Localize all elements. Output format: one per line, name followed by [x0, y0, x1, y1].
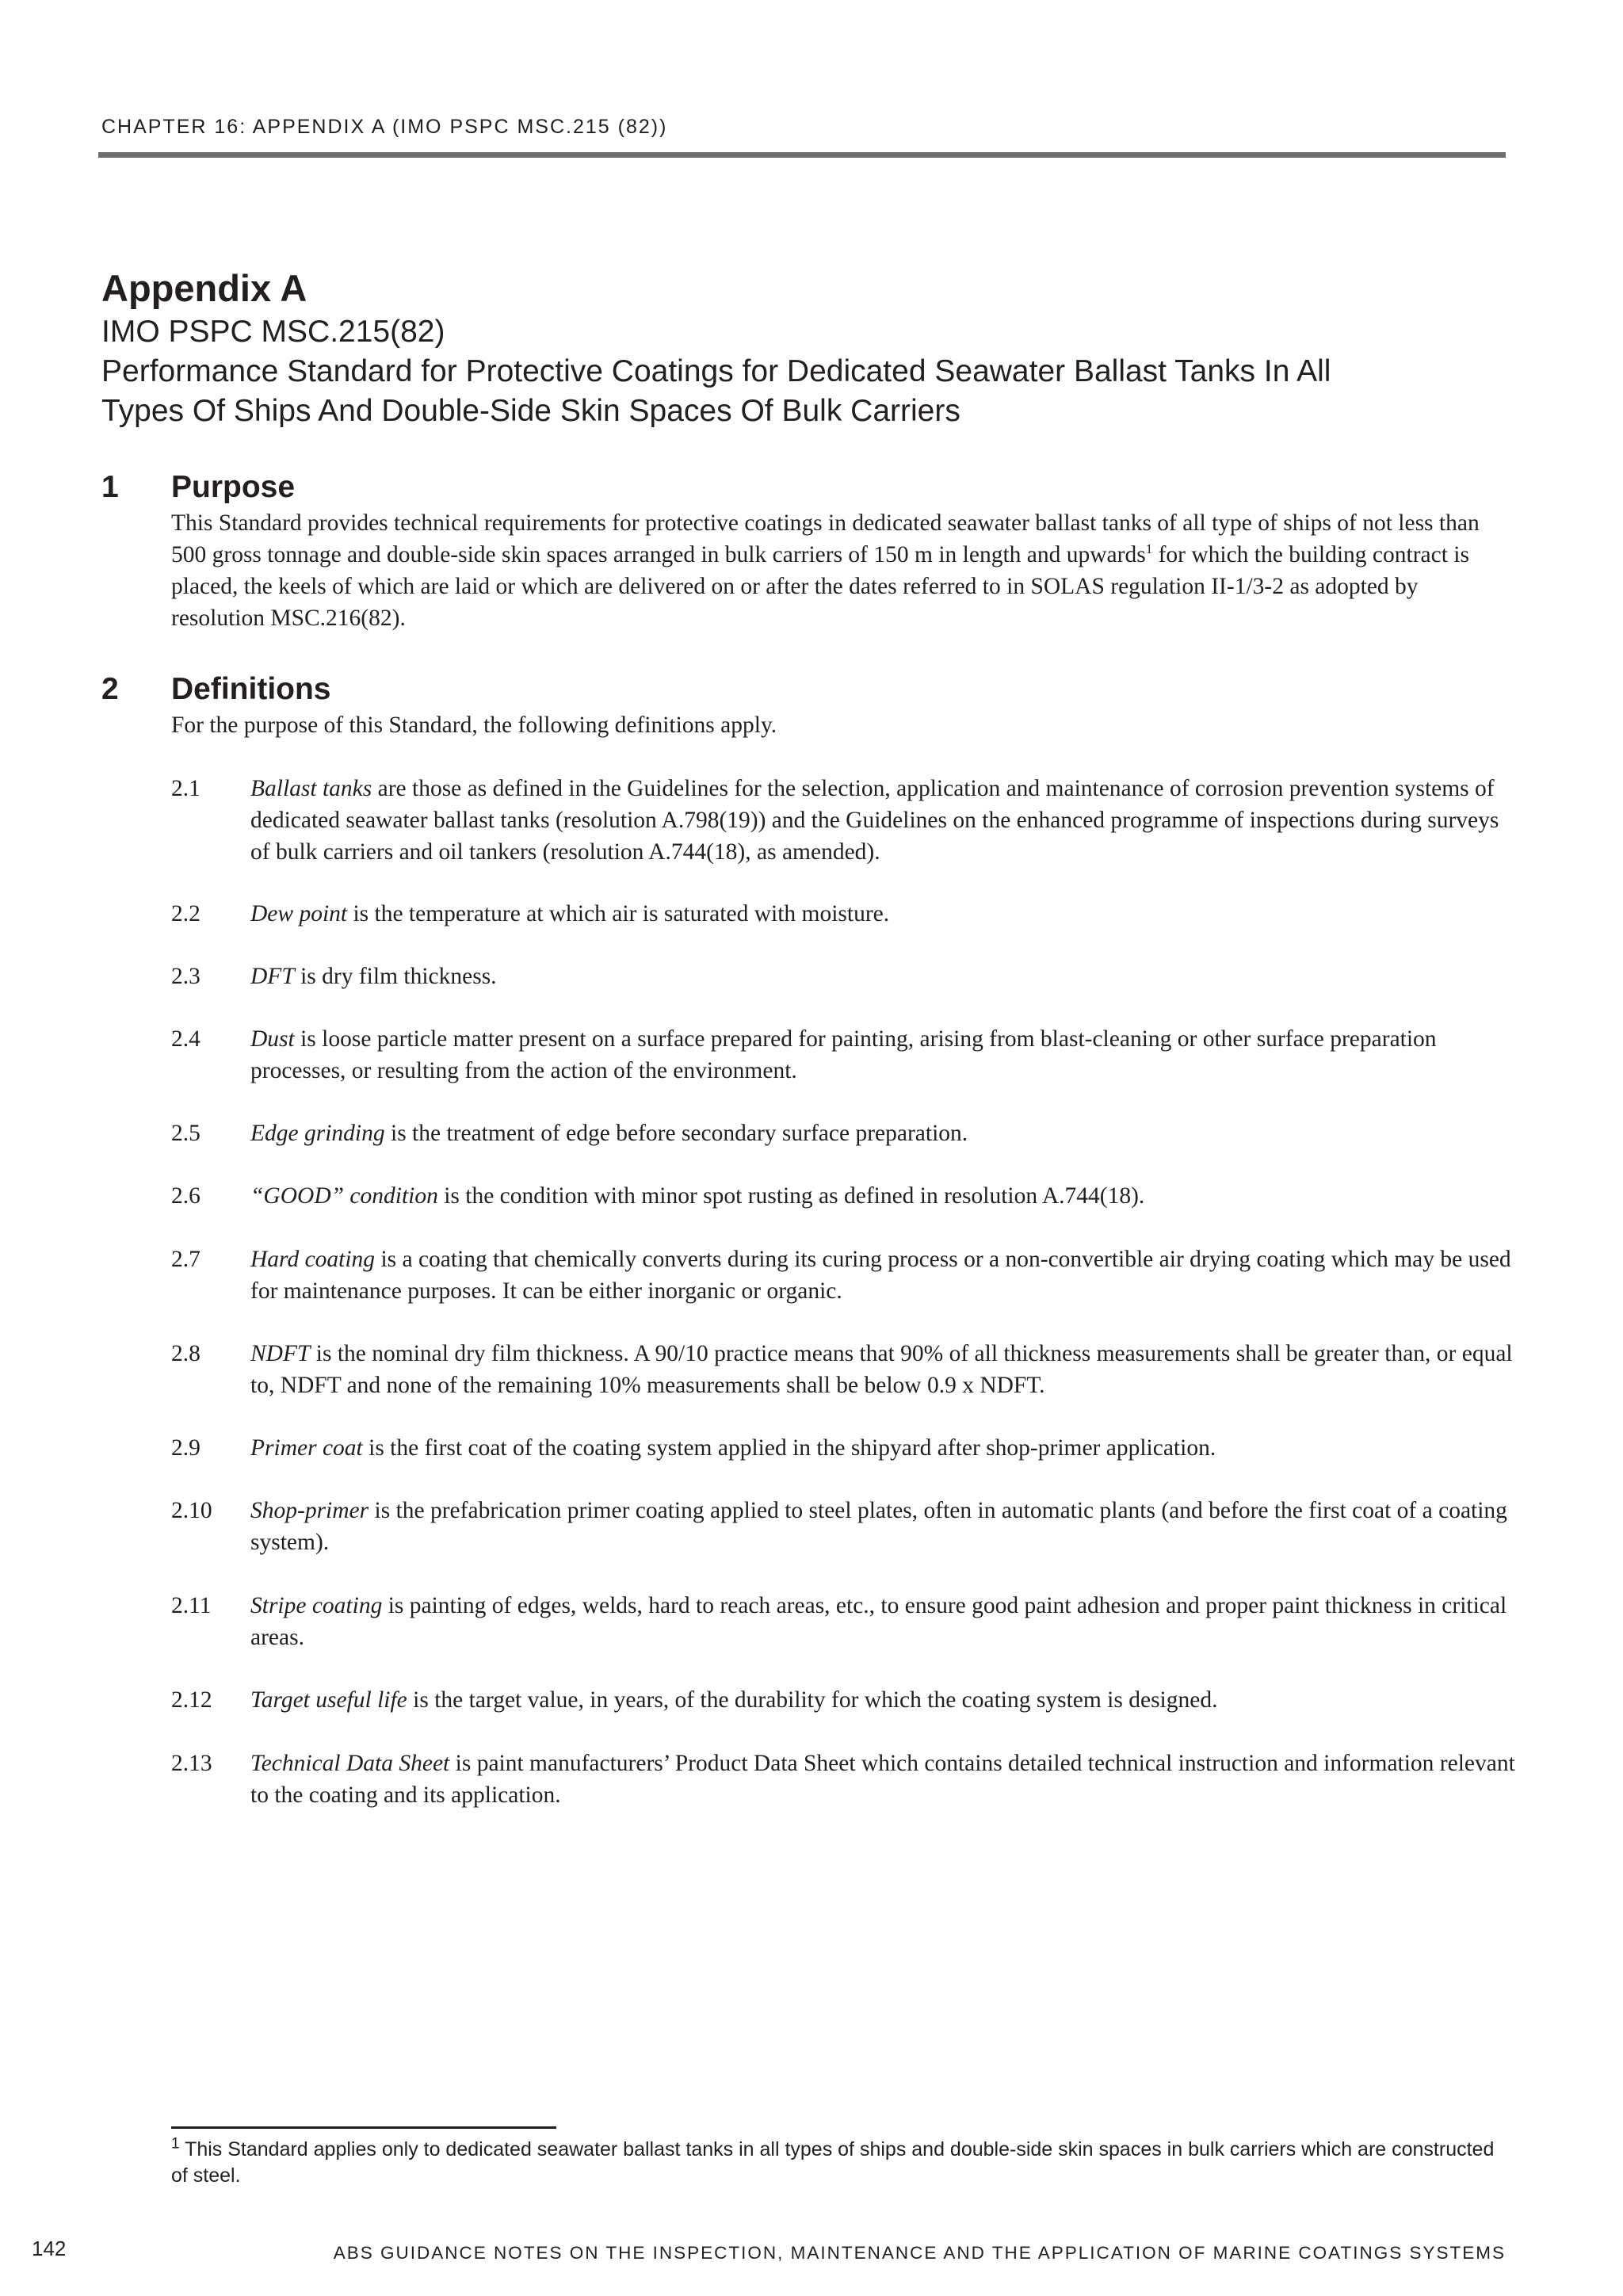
standard-title-line-2: Types Of Ships And Double-Side Skin Spaces Of Bulk Carriers [101, 394, 960, 428]
definition-text [250, 1748, 1518, 1811]
purpose-paragraph [171, 507, 1512, 634]
definition-term: Shop-primer [250, 1498, 369, 1523]
definition-item [171, 1117, 1518, 1149]
definition-number: 2.7 [171, 1247, 200, 1272]
definition-term: Edge grinding [250, 1121, 385, 1146]
definition-item [171, 773, 1518, 868]
definition-term: Technical Data Sheet [250, 1751, 450, 1776]
definition-item [171, 1748, 1518, 1811]
section-purpose [101, 468, 1512, 634]
definitions-intro: For the purpose of this Standard, the following definitions apply. [171, 712, 777, 738]
definition-item [171, 1023, 1518, 1087]
definition-term: Dew point [250, 901, 348, 926]
definition-item [171, 1180, 1518, 1212]
definition-term: DFT [250, 964, 295, 989]
section-number: 1 [101, 470, 119, 504]
definition-text [250, 1338, 1518, 1401]
definition-number: 2.8 [171, 1341, 200, 1366]
definition-item [171, 898, 1518, 930]
definition-body: is dry film thickness. [294, 964, 497, 989]
definition-body: is the prefabrication primer coating applied to steel plates, often in automatic plants (and before the first coat of a coating system). [250, 1498, 1507, 1555]
definition-number: 2.11 [171, 1593, 212, 1618]
definition-item [171, 1590, 1518, 1653]
definition-body: is paint manufacturers’ Product Data Sheet which contains detailed technical instruction and information relevant to the coating and its application. [250, 1751, 1515, 1808]
footnote [171, 2137, 1510, 2189]
standard-code: IMO PSPC MSC.215(82) [101, 315, 445, 349]
definition-body: is the nominal dry film thickness. A 90/10 practice means that 90% of all thickness measurements shall be greater than, or equal to, NDFT and none of the remaining 10% measurements shall be below 0.9 x NDFT. [250, 1341, 1513, 1398]
definition-body: is the temperature at which air is saturated with moisture. [347, 901, 890, 926]
footnote-reference: 1 [1145, 541, 1153, 557]
definition-item [171, 1495, 1518, 1558]
definition-text [250, 1117, 1518, 1149]
definition-body: is the first coat of the coating system applied in the shipyard after shop-primer application. [362, 1435, 1216, 1461]
section-title: Purpose [171, 470, 296, 504]
definition-number: 2.5 [171, 1121, 200, 1146]
definition-term: Stripe coating [250, 1593, 383, 1618]
definition-term: Primer coat [250, 1435, 363, 1461]
definition-text [250, 1180, 1518, 1212]
definition-number: 2.9 [171, 1435, 200, 1461]
definition-body: is the treatment of edge before secondary surface preparation. [384, 1121, 968, 1146]
definition-text [250, 898, 1518, 930]
definition-item [171, 1244, 1518, 1307]
definition-term: NDFT [250, 1341, 311, 1366]
section-title: Definitions [171, 672, 331, 706]
definition-term: Ballast tanks [250, 776, 372, 801]
definition-number: 2.2 [171, 901, 200, 926]
running-footer: ABS GUIDANCE NOTES ON THE INSPECTION, MAINTENANCE AND THE APPLICATION OF MARINE COATINGS SYSTEMS [333, 2243, 1506, 2263]
definition-term: “GOOD” condition [250, 1183, 438, 1209]
definition-number: 2.10 [171, 1498, 212, 1523]
definition-body: is loose particle matter present on a surface prepared for painting, arising from blast-cleaning or other surface preparation processes, or resulting from the action of the environment. [250, 1026, 1437, 1083]
definition-text [250, 1495, 1518, 1558]
standard-title-line-1: Performance Standard for Protective Coatings for Dedicated Seawater Ballast Tanks In All [101, 354, 1331, 388]
definition-number: 2.12 [171, 1687, 212, 1713]
definition-term: Dust [250, 1026, 295, 1052]
header-rule [98, 152, 1506, 158]
section-heading [101, 670, 1512, 709]
definition-body: is a coating that chemically converts during its curing process or a non-convertible air drying coating which may be used for maintenance purposes. It can be either inorganic or organic. [250, 1247, 1511, 1304]
section-definitions [101, 670, 1512, 741]
definition-item [171, 1684, 1518, 1716]
definition-number: 2.6 [171, 1183, 200, 1209]
definition-body: is painting of edges, welds, hard to reach areas, etc., to ensure good paint adhesion and proper paint thickness in critical areas. [250, 1593, 1507, 1650]
section-number: 2 [101, 672, 119, 706]
definition-number: 2.3 [171, 964, 200, 989]
definition-item [171, 1432, 1518, 1464]
definition-item [171, 1338, 1518, 1401]
definition-text [250, 1244, 1518, 1307]
definition-term: Target useful life [250, 1687, 407, 1713]
definition-number: 2.1 [171, 776, 200, 801]
purpose-text-a: This Standard provides technical requirements for protective coatings in dedicated seawater ballast tanks of all type of ships of not less than 500 gross tonnage and double-side skin spaces arranged in bulk carriers of 150 m in length and upwards [171, 510, 1480, 567]
definition-text [250, 1590, 1518, 1653]
footnote-text: This Standard applies only to dedicated seawater ballast tanks in all types of ships and double-side skin spaces in bulk carriers which are constructed of steel. [171, 2138, 1495, 2187]
section-heading [101, 468, 1512, 507]
footnote-mark: 1 [171, 2135, 180, 2153]
definition-item [171, 961, 1518, 992]
definition-body: is the condition with minor spot rusting as defined in resolution A.744(18). [437, 1183, 1145, 1209]
definition-text [250, 1432, 1518, 1464]
page-number: 142 [32, 2237, 67, 2260]
definition-text [250, 961, 1518, 992]
purpose-text-b: for which the building contract is placed, the keels of which are laid or which are delivered on or after the dates referred to in SOLAS regulation II-1/3-2 as adopted by resolution MSC.216(82). [171, 542, 1469, 631]
definition-text [250, 1023, 1518, 1087]
running-header: CHAPTER 16: APPENDIX A (IMO PSPC MSC.215 (82)) [101, 116, 668, 138]
definition-body: is the target value, in years, of the durability for which the coating system is designed. [407, 1687, 1218, 1713]
footnote-rule [171, 2126, 556, 2129]
definition-term: Hard coating [250, 1247, 376, 1272]
definition-body: are those as defined in the Guidelines for the selection, application and maintenance of corrosion prevention systems of dedicated seawater ballast tanks (resolution A.798(19)) and the Guidelines on the enhanced programme of inspections during surveys of bulk carriers and oil tankers (resolution A.744(18), as amended). [250, 776, 1499, 865]
title-block [101, 265, 1512, 431]
appendix-title: Appendix A [101, 267, 307, 309]
definition-number: 2.4 [171, 1026, 200, 1052]
definition-number: 2.13 [171, 1751, 212, 1776]
definition-text [250, 1684, 1518, 1716]
definition-text [250, 773, 1518, 868]
